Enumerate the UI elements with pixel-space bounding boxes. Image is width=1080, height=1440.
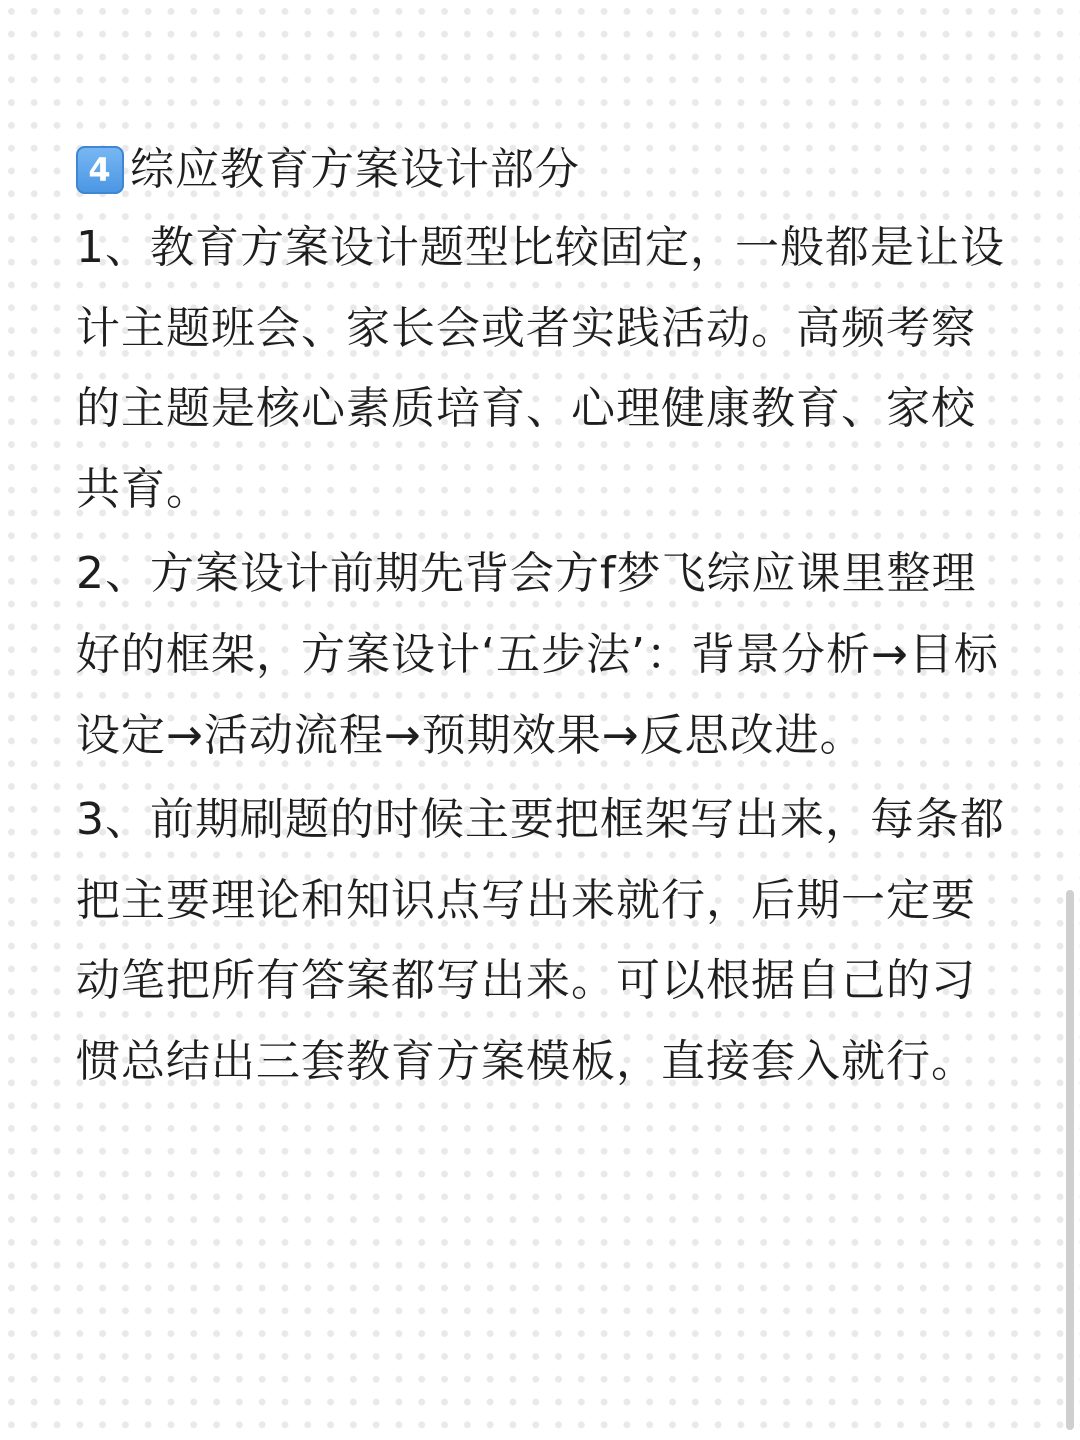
paragraph-3: 3、前期刷题的时候主要把框架写出来，每条都把主要理论和知识点写出来就行，后期一定要动笔把所有答案都写出来。可以根据自己的习惯总结出三套教育方案模板，直接套入就行。 [76, 794, 1005, 1087]
section-heading [76, 136, 1016, 204]
section-heading-text: 综应教育方案设计部分 [130, 144, 580, 195]
paragraph-1: 1、教育方案设计题型比较固定，一般都是让设计主题班会、家长会或者实践活动。高频考察的主题是核心素质培育、心理健康教育、家校共育。 [76, 222, 1005, 515]
paragraph-2: 2、方案设计前期先背会方f梦飞综应课里整理好的框架，方案设计‘五步法’：背景分析→目标设定→活动流程→预期效果→反思改进。 [76, 548, 999, 761]
scrollbar[interactable] [1066, 890, 1074, 1430]
note-content [76, 136, 1016, 1103]
keycap-digit-four-icon: 4 [76, 146, 124, 194]
